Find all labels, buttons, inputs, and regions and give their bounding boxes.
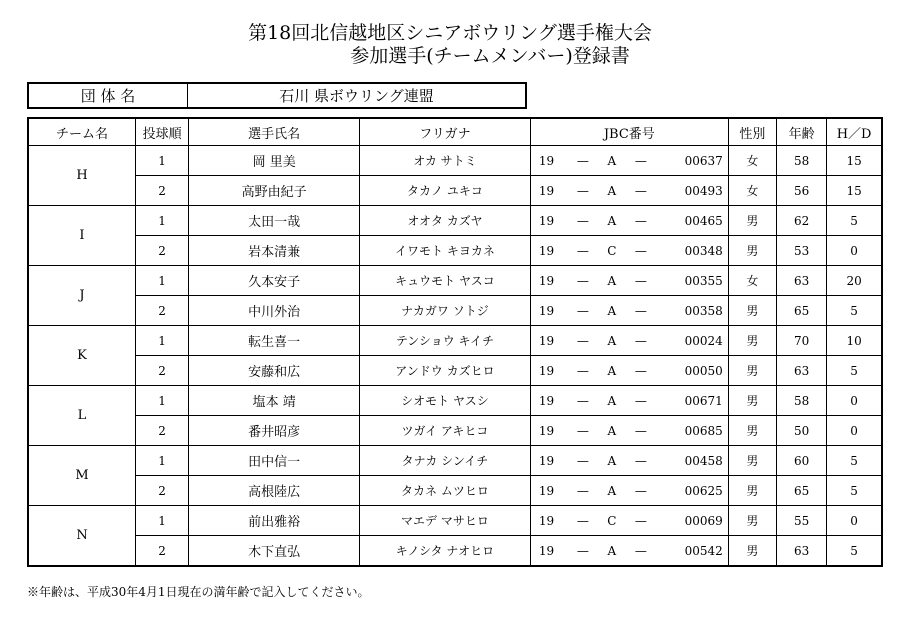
jbc-dash: — [576,543,589,558]
jbc-dash: — [634,153,647,168]
table-row [28,416,882,446]
player-name-cell: 岡 里美 [189,146,360,176]
handicap-cell: 15 [827,176,882,206]
table-row [28,446,882,476]
organization-table [27,82,527,109]
table-row [28,296,882,326]
sex-cell: 女 [728,176,776,206]
jbc-class: A [607,483,617,498]
jbc-dash: — [576,273,589,288]
jbc-serial: 00685 [684,423,723,438]
jbc-prefix: 19 [538,183,555,198]
order-cell: 2 [136,176,189,206]
age-cell: 63 [776,536,826,567]
age-cell: 62 [776,206,826,236]
age-footnote: ※年齢は、平成30年4月1日現在の満年齢で記入してください。 [27,585,370,599]
jbc-prefix: 19 [538,333,555,348]
jbc-class: C [607,513,617,528]
handicap-cell: 5 [827,536,882,567]
sex-cell: 女 [728,266,776,296]
header-sex: 性別 [728,118,776,146]
jbc-serial: 00358 [684,303,723,318]
jbc-dash: — [576,303,589,318]
document-title: 第18回北信越地区シニアボウリング選手権大会 [248,22,652,44]
age-cell: 56 [776,176,826,206]
sex-cell: 女 [728,146,776,176]
furigana-cell: タカネ ムツヒロ [360,476,531,506]
player-name-cell: 高野由紀子 [189,176,360,206]
furigana-cell: テンショウ キイチ [360,326,531,356]
player-name-cell: 塩本 靖 [189,386,360,416]
player-name-cell: 岩本清兼 [189,236,360,266]
jbc-dash: — [634,213,647,228]
jbc-number-cell [530,236,728,266]
order-cell: 2 [136,416,189,446]
header-row [28,118,882,146]
sex-cell: 男 [728,446,776,476]
age-cell: 65 [776,476,826,506]
jbc-number-cell [530,536,728,567]
jbc-dash: — [576,393,589,408]
jbc-prefix: 19 [538,303,555,318]
handicap-cell: 20 [827,266,882,296]
jbc-serial: 00458 [684,453,723,468]
jbc-class: A [607,423,617,438]
order-cell: 1 [136,266,189,296]
sex-cell: 男 [728,296,776,326]
table-row [28,476,882,506]
player-name-cell: 田中信一 [189,446,360,476]
jbc-dash: — [634,183,647,198]
sex-cell: 男 [728,236,776,266]
table-row [28,536,882,567]
jbc-class: A [607,213,617,228]
order-cell: 2 [136,476,189,506]
jbc-number-cell [530,296,728,326]
player-name-cell: 太田一哉 [189,206,360,236]
table-row [28,386,882,416]
player-name-cell: 転生喜一 [189,326,360,356]
organization-label: 団 体 名 [28,83,188,108]
jbc-number-cell [530,476,728,506]
order-cell: 1 [136,446,189,476]
player-name-cell: 番井昭彦 [189,416,360,446]
age-cell: 65 [776,296,826,326]
team-name-cell: I [28,206,136,266]
furigana-cell: オカ サトミ [360,146,531,176]
table-row [28,356,882,386]
furigana-cell: ツガイ アキヒコ [360,416,531,446]
sex-cell: 男 [728,536,776,567]
jbc-dash: — [576,183,589,198]
order-cell: 1 [136,146,189,176]
jbc-number-cell [530,266,728,296]
jbc-dash: — [634,273,647,288]
handicap-cell: 5 [827,356,882,386]
age-cell: 60 [776,446,826,476]
sex-cell: 男 [728,356,776,386]
jbc-dash: — [576,483,589,498]
jbc-number-cell [530,506,728,536]
jbc-serial: 00069 [684,513,723,528]
jbc-dash: — [634,363,647,378]
jbc-dash: — [576,453,589,468]
jbc-dash: — [634,393,647,408]
order-cell: 2 [136,296,189,326]
furigana-cell: シオモト ヤスシ [360,386,531,416]
player-name-cell: 木下直弘 [189,536,360,567]
jbc-serial: 00671 [684,393,723,408]
jbc-serial: 00355 [684,273,723,288]
team-name-cell: L [28,386,136,446]
jbc-number-cell [530,206,728,236]
player-name-cell: 前出雅裕 [189,506,360,536]
jbc-dash: — [576,423,589,438]
age-cell: 58 [776,146,826,176]
furigana-cell: イワモト キヨカネ [360,236,531,266]
furigana-cell: タカノ ユキコ [360,176,531,206]
header-furigana: フリガナ [360,118,531,146]
age-cell: 53 [776,236,826,266]
age-cell: 63 [776,266,826,296]
jbc-class: A [607,393,617,408]
age-cell: 55 [776,506,826,536]
player-name-cell: 中川外治 [189,296,360,326]
player-name-cell: 安藤和広 [189,356,360,386]
jbc-class: A [607,273,617,288]
jbc-dash: — [634,543,647,558]
table-row [28,146,882,176]
age-cell: 58 [776,386,826,416]
order-cell: 1 [136,326,189,356]
jbc-dash: — [634,483,647,498]
order-cell: 1 [136,206,189,236]
header-order: 投球順 [136,118,189,146]
table-row [28,236,882,266]
order-cell: 2 [136,236,189,266]
sex-cell: 男 [728,476,776,506]
table-row [28,506,882,536]
header-player-name: 選手氏名 [189,118,360,146]
jbc-prefix: 19 [538,513,555,528]
jbc-serial: 00050 [684,363,723,378]
jbc-dash: — [634,243,647,258]
jbc-dash: — [576,513,589,528]
furigana-cell: ナカガワ ソトジ [360,296,531,326]
jbc-prefix: 19 [538,393,555,408]
jbc-class: A [607,303,617,318]
organization-name: 石川 県ボウリング連盟 [188,83,527,108]
jbc-dash: — [634,333,647,348]
jbc-prefix: 19 [538,153,555,168]
team-name-cell: K [28,326,136,386]
jbc-class: A [607,183,617,198]
handicap-cell: 5 [827,446,882,476]
jbc-dash: — [576,213,589,228]
handicap-cell: 5 [827,206,882,236]
table-row [28,176,882,206]
handicap-cell: 0 [827,416,882,446]
player-registration-table [27,117,883,567]
team-name-cell: N [28,506,136,567]
order-cell: 1 [136,386,189,416]
team-name-cell: H [28,146,136,206]
handicap-cell: 0 [827,236,882,266]
jbc-dash: — [576,363,589,378]
player-name-cell: 久本安子 [189,266,360,296]
handicap-cell: 0 [827,506,882,536]
age-cell: 70 [776,326,826,356]
furigana-cell: キュウモト ヤスコ [360,266,531,296]
jbc-dash: — [634,513,647,528]
header-age: 年齢 [776,118,826,146]
furigana-cell: キノシタ ナオヒロ [360,536,531,567]
jbc-dash: — [576,153,589,168]
player-name-cell: 高根陸広 [189,476,360,506]
furigana-cell: マエデ マサヒロ [360,506,531,536]
jbc-number-cell [530,386,728,416]
jbc-prefix: 19 [538,543,555,558]
table-row [28,266,882,296]
sex-cell: 男 [728,206,776,236]
jbc-prefix: 19 [538,273,555,288]
table-row [28,326,882,356]
jbc-dash: — [634,453,647,468]
jbc-dash: — [634,423,647,438]
table-row [28,206,882,236]
jbc-serial: 00465 [684,213,723,228]
jbc-class: A [607,153,617,168]
jbc-number-cell [530,446,728,476]
jbc-class: C [607,243,617,258]
jbc-prefix: 19 [538,363,555,378]
jbc-prefix: 19 [538,243,555,258]
jbc-prefix: 19 [538,483,555,498]
jbc-class: A [607,363,617,378]
jbc-serial: 00625 [684,483,723,498]
document-subtitle: 参加選手(チームメンバー)登録書 [350,45,630,67]
furigana-cell: アンドウ カズヒロ [360,356,531,386]
handicap-cell: 0 [827,386,882,416]
jbc-serial: 00542 [684,543,723,558]
order-cell: 2 [136,356,189,386]
jbc-dash: — [634,303,647,318]
header-team: チーム名 [28,118,136,146]
jbc-number-cell [530,176,728,206]
jbc-class: A [607,453,617,468]
jbc-class: A [607,333,617,348]
sex-cell: 男 [728,416,776,446]
header-jbc-number: JBC番号 [530,118,728,146]
jbc-class: A [607,543,617,558]
team-name-cell: M [28,446,136,506]
jbc-serial: 00493 [684,183,723,198]
sex-cell: 男 [728,386,776,416]
sex-cell: 男 [728,326,776,356]
jbc-prefix: 19 [538,423,555,438]
handicap-cell: 5 [827,296,882,326]
handicap-cell: 15 [827,146,882,176]
furigana-cell: オオタ カズヤ [360,206,531,236]
header-handicap: H／D [827,118,882,146]
jbc-prefix: 19 [538,453,555,468]
age-cell: 50 [776,416,826,446]
jbc-dash: — [576,333,589,348]
handicap-cell: 5 [827,476,882,506]
sex-cell: 男 [728,506,776,536]
furigana-cell: タナカ シンイチ [360,446,531,476]
jbc-serial: 00348 [684,243,723,258]
handicap-cell: 10 [827,326,882,356]
jbc-number-cell [530,326,728,356]
order-cell: 2 [136,536,189,567]
jbc-serial: 00637 [684,153,723,168]
age-cell: 63 [776,356,826,386]
team-name-cell: J [28,266,136,326]
jbc-dash: — [576,243,589,258]
jbc-serial: 00024 [684,333,723,348]
jbc-number-cell [530,146,728,176]
jbc-number-cell [530,356,728,386]
jbc-prefix: 19 [538,213,555,228]
order-cell: 1 [136,506,189,536]
jbc-number-cell [530,416,728,446]
